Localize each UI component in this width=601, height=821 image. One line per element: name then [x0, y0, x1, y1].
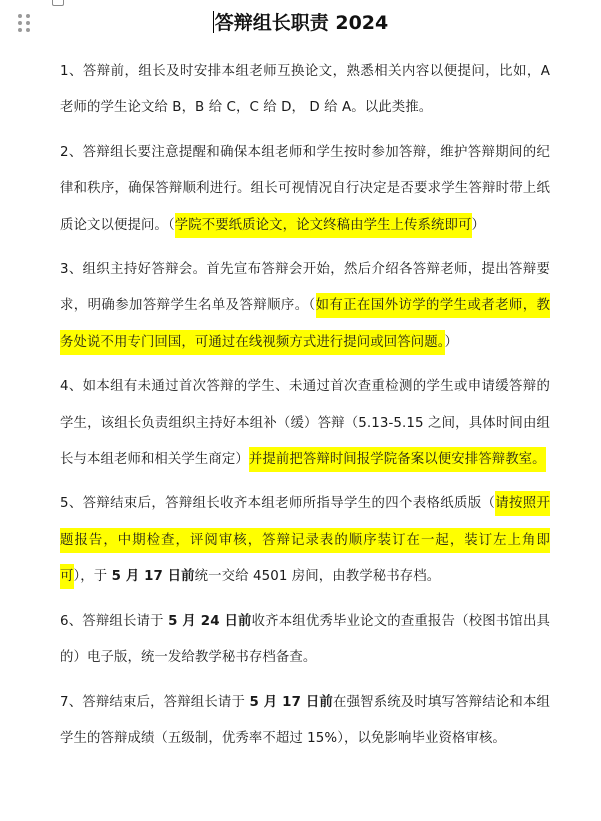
paragraph-text: 5、答辩结束后，答辩组长收齐本组老师所指导学生的四个表格纸质版（	[60, 496, 496, 512]
paragraph-text: 6、答辩组长请于	[60, 613, 169, 629]
bold-date: 5 月 17 日前	[249, 694, 333, 710]
text-cursor	[213, 11, 214, 33]
paragraph-7	[60, 685, 550, 758]
highlighted-text: 并提前把答辩时间报学院备案以便安排答辩教室。	[249, 447, 546, 472]
paragraph-text: 3、组织主持好答辩会。首先宣布答辩会开始，然后介绍各答辩老师，提出答辩要求，明确参加答辩学生名单及答辩顺序。（	[60, 262, 550, 314]
paragraph-text: 4、如本组有未通过首次答辩的学生、未通过首次查重检测的学生或申请缓答辩的学生，该组长负责组织主持好本组补（缓）答辩（5.13-5.15 之间，具体时间由组长与本组老师和相关学生商定）	[60, 379, 550, 468]
bold-date: 5 月 24 日前	[168, 613, 252, 629]
paragraph-text: 1、答辩前，组长及时安排本组老师互换论文，熟悉相关内容以便提问，比如，A 老师的学生论文给 B，B 给 C，C 给 D， D 给 A。以此类推。	[60, 64, 550, 116]
document-title	[0, 9, 601, 37]
paragraph-3	[60, 252, 550, 361]
paragraph-text: 收齐本组优秀毕业论文的查重报告（校图书馆出具的）电子版，统一发给教学秘书存档备查。	[60, 613, 550, 666]
document-title-text: 答辩组长职责 2024	[214, 12, 389, 34]
paragraph-text: ）	[444, 334, 459, 350]
highlighted-text: 学院不要纸质论文，论文终稿由学生上传系统即可	[175, 213, 472, 238]
paragraph-6	[60, 604, 550, 677]
highlighted-text: 请按照开题报告，中期检查，评阅审核，答辩记录表的顺序装订在一起，装订左上角即可	[60, 491, 550, 589]
highlighted-text: 如有正在国外访学的学生或者老师，教务处说不用专门回国，可通过在线视频方式进行提问或回答问题。	[60, 293, 550, 354]
paragraph-text: ）	[471, 217, 486, 233]
document-body[interactable]	[60, 54, 550, 765]
paragraph-text: 在强智系统及时填写答辩结论和本组学生的答辩成绩（五级制，优秀率不超过 15%），以免影响毕业资格审核。	[60, 694, 551, 746]
paragraph-text: 统一交给 4501 房间，由教学秘书存档。	[194, 569, 441, 585]
paragraph-text: ），于	[73, 569, 112, 585]
block-checkbox[interactable]	[52, 0, 64, 6]
paragraph-1	[60, 54, 550, 127]
bold-date: 5 月 17 日前	[111, 569, 195, 585]
paragraph-text: 2、答辩组长要注意提醒和确保本组老师和学生按时参加答辩，维护答辩期间的纪律和秩序，确保答辩顺利进行。组长可视情况自行决定是否要求学生答辩时带上纸质论文以便提问。（	[60, 144, 550, 233]
paragraph-text: 7、答辩结束后，答辩组长请于	[60, 694, 250, 710]
paragraph-2	[60, 135, 550, 244]
paragraph-5	[60, 486, 550, 595]
paragraph-4	[60, 369, 550, 478]
